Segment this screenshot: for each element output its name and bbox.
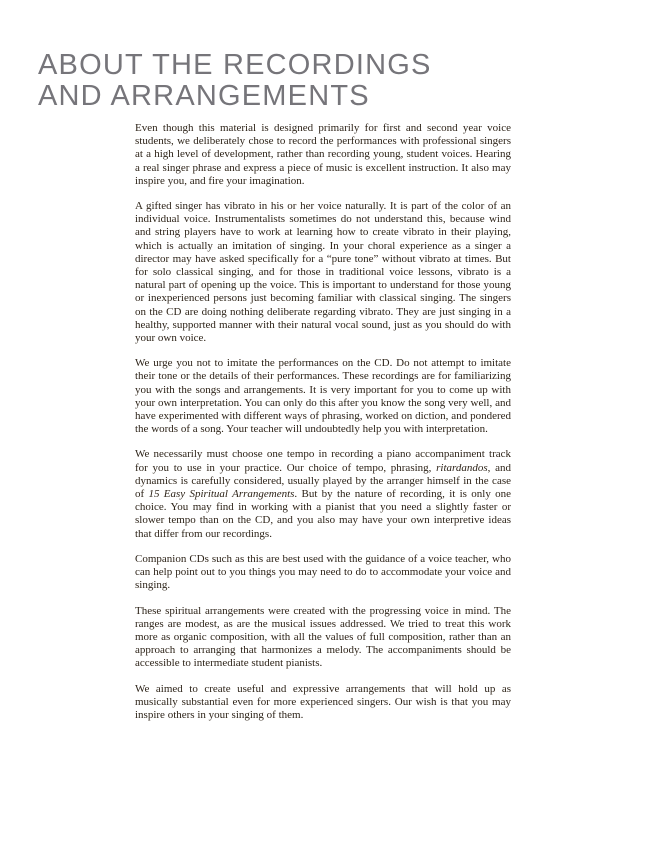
body-paragraphs (135, 122, 511, 722)
text-run: We aimed to create useful and expressive arrangements that will hold up as musically substantial even for more experienced singers. Our wish is that you may inspire others in your singing of them. (135, 682, 511, 721)
paragraph-4 (135, 448, 511, 540)
text-run: We urge you not to imitate the performances on the CD. Do not attempt to imitate their tone or the details of their performances. These recordings are for familiarizing you with the songs and arrangements. It is very important for you to come up with your own interpretation. You can only do this after you know the song very well, and have experimented with different ways of phrasing, worked on diction, and pondered the words of a song. Your teacher will undoubtedly help you with interpretation. (135, 357, 511, 436)
paragraph-6 (135, 605, 511, 671)
text-run: A gifted singer has vibrato in his or her voice naturally. It is part of the color of an individual voice. Instrumentalists sometimes do not understand this, because wind and string players have to work at learning how to create vibrato in their playing, which is actually an imitation of singing. In your choral experience as a singer a director may have asked specifically for a “pure tone” without vibrato at times. But for solo classical singing, and for those in traditional voice lessons, vibrato is a natural part of opening up the voice. This is important to understand for those young or inexperienced persons just becoming familiar with classical singing. The singers on the CD are doing nothing deliberate regarding vibrato. They are just singing in a healthy, supported manner with their natural vocal sound, just as you should do with your own voice. (135, 200, 511, 345)
paragraph-1 (135, 122, 511, 188)
page-title-line-1: ABOUT THE RECORDINGS (38, 49, 432, 81)
text-run: . But by the nature of recording, it is only one choice. You may find in working with a pianist that you need a slightly faster or slower tempo than on the CD, and you also may have your own interpretive ideas that differ from our recordings. (135, 488, 512, 540)
text-run: , and dynamics is carefully considered, usually played by the arranger himself in the case of (135, 461, 511, 501)
text-run: These spiritual arrangements were created with the progressing voice in mind. The ranges are modest, as are the musical issues addressed. We tried to treat this work more as organic composition, with all the values of full composition, rather than an approach to arranging that harmonizes a melody. The accompaniments should be accessible to intermediate student pianists. (135, 604, 511, 670)
paragraph-5 (135, 553, 511, 593)
page-title-line-2: AND ARRANGEMENTS (38, 80, 370, 112)
text-run: We necessarily must choose one tempo in recording a piano accompaniment track for you to use in your practice. Our choice of tempo, phrasing, (135, 448, 511, 474)
italic-text-run: ritardandos (436, 461, 488, 474)
page-title (38, 50, 432, 112)
paragraph-3 (135, 357, 511, 436)
italic-text-run: 15 Easy Spiritual Arrangements (148, 488, 295, 501)
paragraph-7 (135, 683, 511, 723)
text-run: Companion CDs such as this are best used with the guidance of a voice teacher, who can help point out to you things you may need to do to accommodate your voice and singing. (135, 552, 511, 592)
paragraph-2 (135, 200, 511, 345)
text-run: Even though this material is designed primarily for first and second year voice students, we deliberately chose to record the performances with professional singers at a high level of development, rather than recording young, student voices. Hearing a real singer phrase and express a piece of music is excellent instruction. It also may inspire you, and fire your imagination. (135, 122, 511, 187)
